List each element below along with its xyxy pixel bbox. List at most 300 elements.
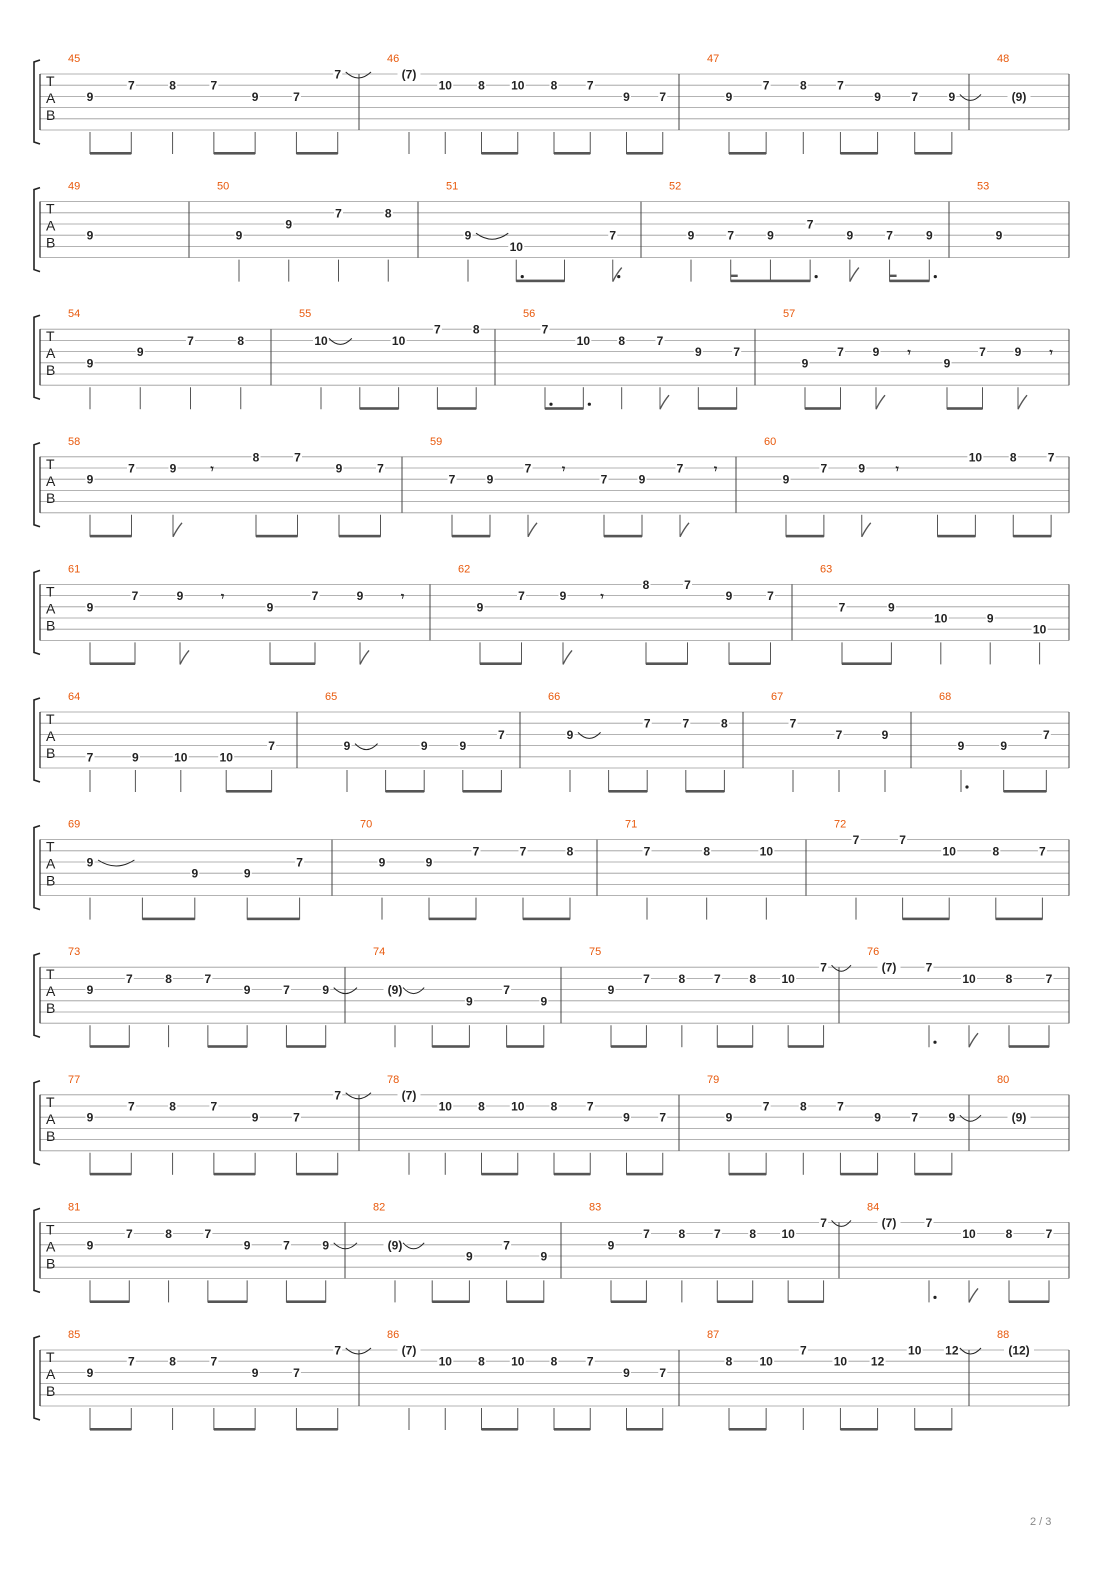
- fret-number: 8: [472, 322, 480, 337]
- note-beam: [226, 790, 271, 793]
- fret-number: 10: [962, 971, 976, 986]
- eighth-rest: 𝄾: [1049, 345, 1053, 360]
- note-flag: [969, 1033, 978, 1047]
- fret-number: 10: [509, 239, 523, 254]
- note-flag: [613, 268, 622, 282]
- fret-number: (7): [881, 1215, 897, 1230]
- note-beam: [788, 1300, 823, 1303]
- note-beam: [256, 535, 298, 538]
- fret-number: 7: [713, 1227, 721, 1242]
- measure-number: 62: [458, 563, 471, 576]
- fret-number: 7: [293, 1365, 300, 1380]
- fret-number: 7: [762, 78, 770, 93]
- fret-number: 10: [759, 844, 774, 859]
- fret-number: 7: [128, 461, 135, 476]
- measure-number: 55: [299, 308, 312, 321]
- tab-clef-letter: A: [46, 90, 56, 106]
- measure-number: 80: [997, 1073, 1010, 1086]
- fret-number: 7: [204, 971, 212, 986]
- tab-system: [34, 1074, 1069, 1176]
- fret-number: 9: [251, 1365, 259, 1380]
- fret-number: 8: [678, 971, 686, 986]
- fret-number: 9: [846, 228, 854, 243]
- fret-number: 8: [749, 1227, 757, 1242]
- fret-number: 10: [781, 971, 795, 986]
- note-beam: [627, 1173, 663, 1176]
- fret-number: 9: [86, 228, 94, 243]
- fret-number: 9: [943, 356, 951, 371]
- tab-clef-letter: T: [46, 1093, 55, 1110]
- fret-number: 9: [874, 1110, 881, 1125]
- fret-number: 7: [498, 727, 505, 742]
- measure-number: 64: [68, 691, 81, 703]
- fret-number: (7): [881, 960, 897, 975]
- note-beam: [786, 535, 824, 538]
- measure-number: 70: [360, 818, 373, 831]
- tie-arc: [346, 1348, 371, 1354]
- fret-number: 9: [607, 983, 615, 998]
- fret-number: 7: [659, 1110, 667, 1125]
- measure-number: 81: [68, 1201, 81, 1214]
- note-beam: [286, 1300, 325, 1303]
- tab-system: [34, 1329, 1069, 1431]
- fret-number: 7: [204, 1227, 212, 1242]
- tie-arc: [578, 732, 601, 738]
- note-beam: [247, 918, 299, 921]
- fret-number: 8: [169, 1099, 176, 1114]
- tab-clef-letter: T: [46, 1221, 55, 1238]
- fret-number: 7: [600, 472, 608, 487]
- fret-number: 9: [251, 1110, 259, 1125]
- tab-clef-letter: B: [46, 1127, 56, 1144]
- tie-arc: [346, 72, 371, 78]
- note-beam: [90, 1428, 131, 1431]
- fret-number: 9: [86, 89, 94, 104]
- note-beam: [463, 790, 502, 793]
- augmentation-dot: [617, 275, 620, 278]
- fret-number: 7: [820, 461, 828, 476]
- fret-number: 10: [219, 750, 233, 765]
- note-beam: [339, 535, 381, 538]
- note-beam: [523, 918, 570, 921]
- eighth-rest: 𝄾: [210, 462, 214, 476]
- note-beam: [214, 1173, 255, 1176]
- note-flag: [528, 523, 537, 537]
- fret-number: 9: [874, 89, 881, 104]
- fret-number: 9: [86, 855, 94, 870]
- note-beam: [214, 1428, 255, 1431]
- note-flag: [969, 1288, 978, 1302]
- fret-number: (9): [1011, 1110, 1027, 1125]
- fret-number: 7: [684, 577, 691, 592]
- measure-number: 46: [387, 53, 400, 65]
- note-beam: [429, 918, 476, 921]
- fret-number: 9: [1000, 739, 1008, 754]
- system-bracket: [34, 698, 40, 782]
- fret-number: 10: [934, 611, 948, 626]
- fret-number: 8: [799, 78, 807, 93]
- note-beam: [890, 280, 930, 283]
- tab-clef-letter: B: [46, 1383, 56, 1399]
- note-beam: [90, 1300, 129, 1303]
- fret-number: 7: [283, 983, 290, 998]
- fret-number: 7: [713, 971, 721, 986]
- fret-number: 9: [243, 983, 251, 998]
- fret-number: 8: [749, 971, 757, 986]
- fret-number: 7: [806, 217, 814, 232]
- tab-clef-letter: B: [46, 1000, 56, 1017]
- system-bracket: [34, 1081, 40, 1165]
- fret-number: 7: [899, 833, 906, 848]
- note-flag: [660, 395, 669, 409]
- fret-number: 9: [420, 739, 428, 754]
- measure-number: 75: [589, 946, 602, 959]
- fret-number: 7: [1042, 727, 1050, 742]
- note-beam: [627, 1428, 663, 1431]
- system-bracket: [34, 443, 40, 527]
- fret-number: (7): [401, 67, 417, 82]
- tab-system: [34, 308, 1069, 410]
- measure-number: 56: [523, 308, 536, 321]
- fret-number: 10: [174, 750, 188, 765]
- fret-number: 7: [519, 844, 527, 859]
- fret-number: 8: [237, 333, 245, 348]
- tab-clef-letter: T: [46, 583, 55, 600]
- augmentation-dot: [815, 275, 818, 278]
- tab-clef-letter: A: [46, 855, 56, 872]
- fret-number: 9: [872, 345, 880, 360]
- fret-number: 7: [127, 78, 135, 93]
- note-flag: [563, 650, 572, 664]
- fret-number: 9: [725, 589, 733, 604]
- note-beam: [480, 662, 522, 665]
- augmentation-dot: [521, 275, 524, 278]
- fret-number: 7: [767, 589, 774, 604]
- fret-number: 7: [311, 589, 319, 604]
- tab-clef-letter: T: [46, 200, 55, 217]
- fret-number: 7: [886, 228, 893, 243]
- fret-number: 10: [511, 78, 525, 93]
- note-beam: [915, 152, 952, 155]
- fret-number: 7: [852, 833, 860, 848]
- note-beam: [452, 535, 490, 538]
- fret-number: 9: [243, 866, 251, 881]
- fret-number: 7: [335, 206, 342, 221]
- measure-number: 58: [68, 435, 81, 448]
- fret-number: 9: [86, 472, 94, 487]
- fret-number: 9: [459, 739, 467, 754]
- fret-number: 9: [986, 611, 994, 626]
- note-flag: [680, 523, 689, 537]
- fret-number: 9: [169, 461, 177, 476]
- fret-number: 7: [609, 228, 617, 243]
- note-beam: [627, 152, 663, 155]
- tie-arc: [329, 338, 352, 344]
- tie-arc: [832, 965, 851, 971]
- note-beam: [996, 918, 1043, 921]
- fret-number: 7: [268, 739, 275, 754]
- note-beam: [270, 662, 315, 665]
- note-beam: [554, 1173, 590, 1176]
- fret-number: 9: [687, 228, 695, 243]
- tab-clef-letter: T: [46, 1349, 55, 1365]
- fret-number: 9: [948, 89, 956, 104]
- tab-clef-letter: T: [46, 73, 55, 89]
- fret-number: 8: [1005, 1227, 1013, 1242]
- tab-clef-letter: T: [46, 838, 55, 855]
- note-beam: [1013, 535, 1051, 538]
- tab-system: [34, 563, 1069, 665]
- fret-number: 9: [132, 750, 139, 765]
- fret-number: (9): [387, 983, 403, 998]
- fret-number: 9: [285, 217, 293, 232]
- tab-clef-letter: A: [46, 728, 56, 744]
- tab-system: [34, 436, 1069, 538]
- fret-number: 7: [1045, 1227, 1053, 1242]
- tab-clef-letter: T: [46, 455, 55, 472]
- fret-number: 10: [438, 78, 452, 93]
- fret-number: 9: [725, 89, 733, 104]
- note-beam: [386, 790, 425, 793]
- note-beam: [507, 1045, 544, 1048]
- eighth-rest: 𝄾: [907, 345, 911, 360]
- measure-number: 74: [373, 946, 386, 959]
- fret-number: 7: [210, 1099, 218, 1114]
- fret-number: 8: [703, 844, 711, 859]
- tab-clef-letter: A: [46, 983, 56, 1000]
- note-beam: [482, 1173, 518, 1176]
- system-bracket: [34, 1336, 40, 1420]
- measure-number: 66: [548, 691, 561, 703]
- fret-number: 7: [837, 345, 844, 360]
- fret-number: 7: [979, 345, 986, 360]
- fret-number: 7: [377, 461, 384, 476]
- fret-number: 7: [1039, 844, 1046, 859]
- measure-number: 82: [373, 1201, 386, 1214]
- fret-number: 9: [466, 994, 473, 1009]
- note-beam: [90, 535, 132, 538]
- fret-number: 8: [384, 206, 392, 221]
- fret-number: 9: [322, 983, 330, 998]
- note-beam: [286, 1045, 325, 1048]
- measure-number: 78: [387, 1073, 400, 1086]
- tab-system: [34, 1201, 1069, 1303]
- augmentation-dot: [933, 1296, 936, 1299]
- note-beam: [208, 1300, 247, 1303]
- fret-number: 10: [962, 1227, 976, 1242]
- note-beam: [947, 407, 983, 410]
- tab-clef-letter: A: [46, 1366, 56, 1382]
- tab-clef-letter: B: [46, 872, 56, 889]
- system-bracket: [34, 570, 40, 654]
- tab-clef-letter: A: [46, 472, 56, 489]
- fret-number: 7: [643, 716, 651, 731]
- tab-clef-letter: T: [46, 328, 55, 345]
- measure-number: 60: [764, 435, 777, 448]
- note-beam: [611, 1300, 646, 1303]
- fret-number: 9: [356, 589, 364, 604]
- eighth-rest: 𝄾: [895, 462, 899, 476]
- fret-number: 9: [948, 1110, 956, 1125]
- fret-number: 7: [293, 1110, 300, 1125]
- note-beam: [432, 1300, 469, 1303]
- fret-number: 8: [566, 844, 574, 859]
- fret-number: 9: [623, 1365, 630, 1380]
- fret-number: 9: [251, 89, 259, 104]
- fret-number: 8: [550, 1354, 558, 1369]
- fret-number: 10: [968, 450, 983, 465]
- fret-number: 9: [343, 739, 351, 754]
- measure-number: 86: [387, 1329, 400, 1341]
- fret-number: 7: [334, 1088, 342, 1103]
- fret-number: 8: [252, 450, 260, 465]
- fret-number: 9: [136, 345, 144, 360]
- fret-number: 7: [125, 1227, 133, 1242]
- note-beam: [938, 535, 976, 538]
- tab-clef-letter: B: [46, 489, 56, 506]
- fret-number: 9: [782, 472, 790, 487]
- fret-number: 9: [322, 1238, 330, 1253]
- fret-number: 7: [86, 750, 94, 765]
- fret-number: 10: [438, 1099, 452, 1114]
- fret-number: 9: [767, 228, 774, 243]
- note-beam: [840, 152, 877, 155]
- note-flag: [876, 395, 885, 409]
- measure-number: 54: [68, 308, 81, 321]
- fret-number: 7: [682, 716, 690, 731]
- note-beam: [729, 1428, 766, 1431]
- measure-number: 63: [820, 563, 833, 576]
- measure-number: 72: [834, 818, 847, 831]
- fret-number: 7: [503, 983, 510, 998]
- fret-number: 9: [425, 855, 433, 870]
- note-beam: [482, 152, 518, 155]
- fret-number: 7: [586, 1354, 594, 1369]
- fret-number: 7: [434, 322, 441, 337]
- tab-clef-letter: B: [46, 1255, 56, 1272]
- note-beam: [545, 407, 583, 410]
- note-beam: [729, 1173, 766, 1176]
- system-bracket: [34, 1208, 40, 1292]
- fret-number: (9): [387, 1238, 403, 1253]
- note-flag: [180, 650, 189, 664]
- tab-system: [34, 946, 1069, 1048]
- fret-number: 9: [243, 1238, 251, 1253]
- tab-clef-letter: T: [46, 711, 55, 727]
- fret-number: 10: [511, 1354, 525, 1369]
- measure-number: 61: [68, 563, 81, 576]
- note-beam: [609, 790, 648, 793]
- system-bracket: [34, 60, 40, 144]
- fret-number: 7: [676, 461, 684, 476]
- tab-clef-letter: A: [46, 1110, 56, 1127]
- fret-number: 7: [925, 1215, 933, 1230]
- measure-number: 65: [325, 691, 338, 703]
- fret-number: 9: [694, 345, 702, 360]
- measure-number: 47: [707, 53, 720, 65]
- fret-number: 7: [925, 960, 933, 975]
- tab-clef-letter: A: [46, 1238, 56, 1255]
- fret-number: 7: [334, 67, 342, 82]
- fret-number: 7: [911, 89, 919, 104]
- eighth-rest: 𝄾: [714, 462, 718, 476]
- measure-number: 45: [68, 53, 81, 65]
- tie-arc: [355, 744, 378, 750]
- note-beam: [686, 790, 725, 793]
- note-beam: [482, 1428, 518, 1431]
- fret-number: 7: [127, 1354, 135, 1369]
- fret-number: 7: [837, 78, 844, 93]
- note-beam: [915, 1428, 952, 1431]
- note-flag: [173, 523, 182, 537]
- fret-number: 8: [165, 1227, 172, 1242]
- note-beam: [788, 1045, 823, 1048]
- tab-clef-letter: B: [46, 745, 56, 761]
- fret-number: 9: [801, 356, 809, 371]
- augmentation-dot: [549, 403, 552, 406]
- fret-number: 7: [656, 333, 664, 348]
- fret-number: 7: [727, 228, 735, 243]
- tab-clef-letter: A: [46, 600, 56, 617]
- fret-number: 9: [925, 228, 933, 243]
- note-beam: [611, 1045, 646, 1048]
- fret-number: 9: [957, 739, 965, 754]
- tie-arc: [832, 1220, 851, 1226]
- fret-number: 9: [86, 983, 94, 998]
- fret-number: 8: [799, 1099, 807, 1114]
- fret-number: 7: [187, 333, 194, 348]
- measure-number: 83: [589, 1201, 602, 1214]
- system-bracket: [34, 826, 40, 910]
- note-beam: [717, 1045, 752, 1048]
- note-beam: [554, 152, 590, 155]
- fret-number: 9: [623, 89, 630, 104]
- measure-number: 57: [783, 308, 796, 321]
- measure-number: 84: [867, 1201, 880, 1214]
- note-beam-sixteenth: [731, 275, 738, 277]
- tie-arc: [98, 860, 134, 866]
- fret-number: 9: [638, 472, 646, 487]
- fret-number: 8: [478, 78, 485, 93]
- fret-number: 7: [448, 472, 456, 487]
- augmentation-dot: [933, 1041, 936, 1044]
- fret-number: 7: [911, 1110, 919, 1125]
- fret-number: 7: [733, 345, 741, 360]
- system-bracket: [34, 188, 40, 272]
- tie-arc: [960, 1348, 981, 1354]
- augmentation-dot: [588, 403, 591, 406]
- note-beam: [208, 1045, 247, 1048]
- eighth-rest: 𝄾: [221, 589, 225, 604]
- note-beam: [296, 1428, 337, 1431]
- augmentation-dot: [965, 785, 968, 788]
- tab-clef-letter: T: [46, 966, 55, 983]
- fret-number: 7: [643, 1227, 650, 1242]
- fret-number: 9: [1014, 345, 1022, 360]
- note-beam: [90, 662, 135, 665]
- fret-number: 10: [833, 1354, 848, 1369]
- note-beam: [842, 662, 891, 665]
- fret-number: 9: [378, 855, 386, 870]
- fret-number: 7: [334, 1343, 342, 1358]
- measure-number: 69: [68, 818, 81, 831]
- fret-number: 10: [314, 333, 328, 348]
- tab-clef-letter: A: [46, 345, 56, 362]
- note-beam: [1009, 1300, 1049, 1303]
- note-beam: [840, 1173, 877, 1176]
- fret-number: 7: [472, 844, 480, 859]
- note-beam: [90, 1173, 131, 1176]
